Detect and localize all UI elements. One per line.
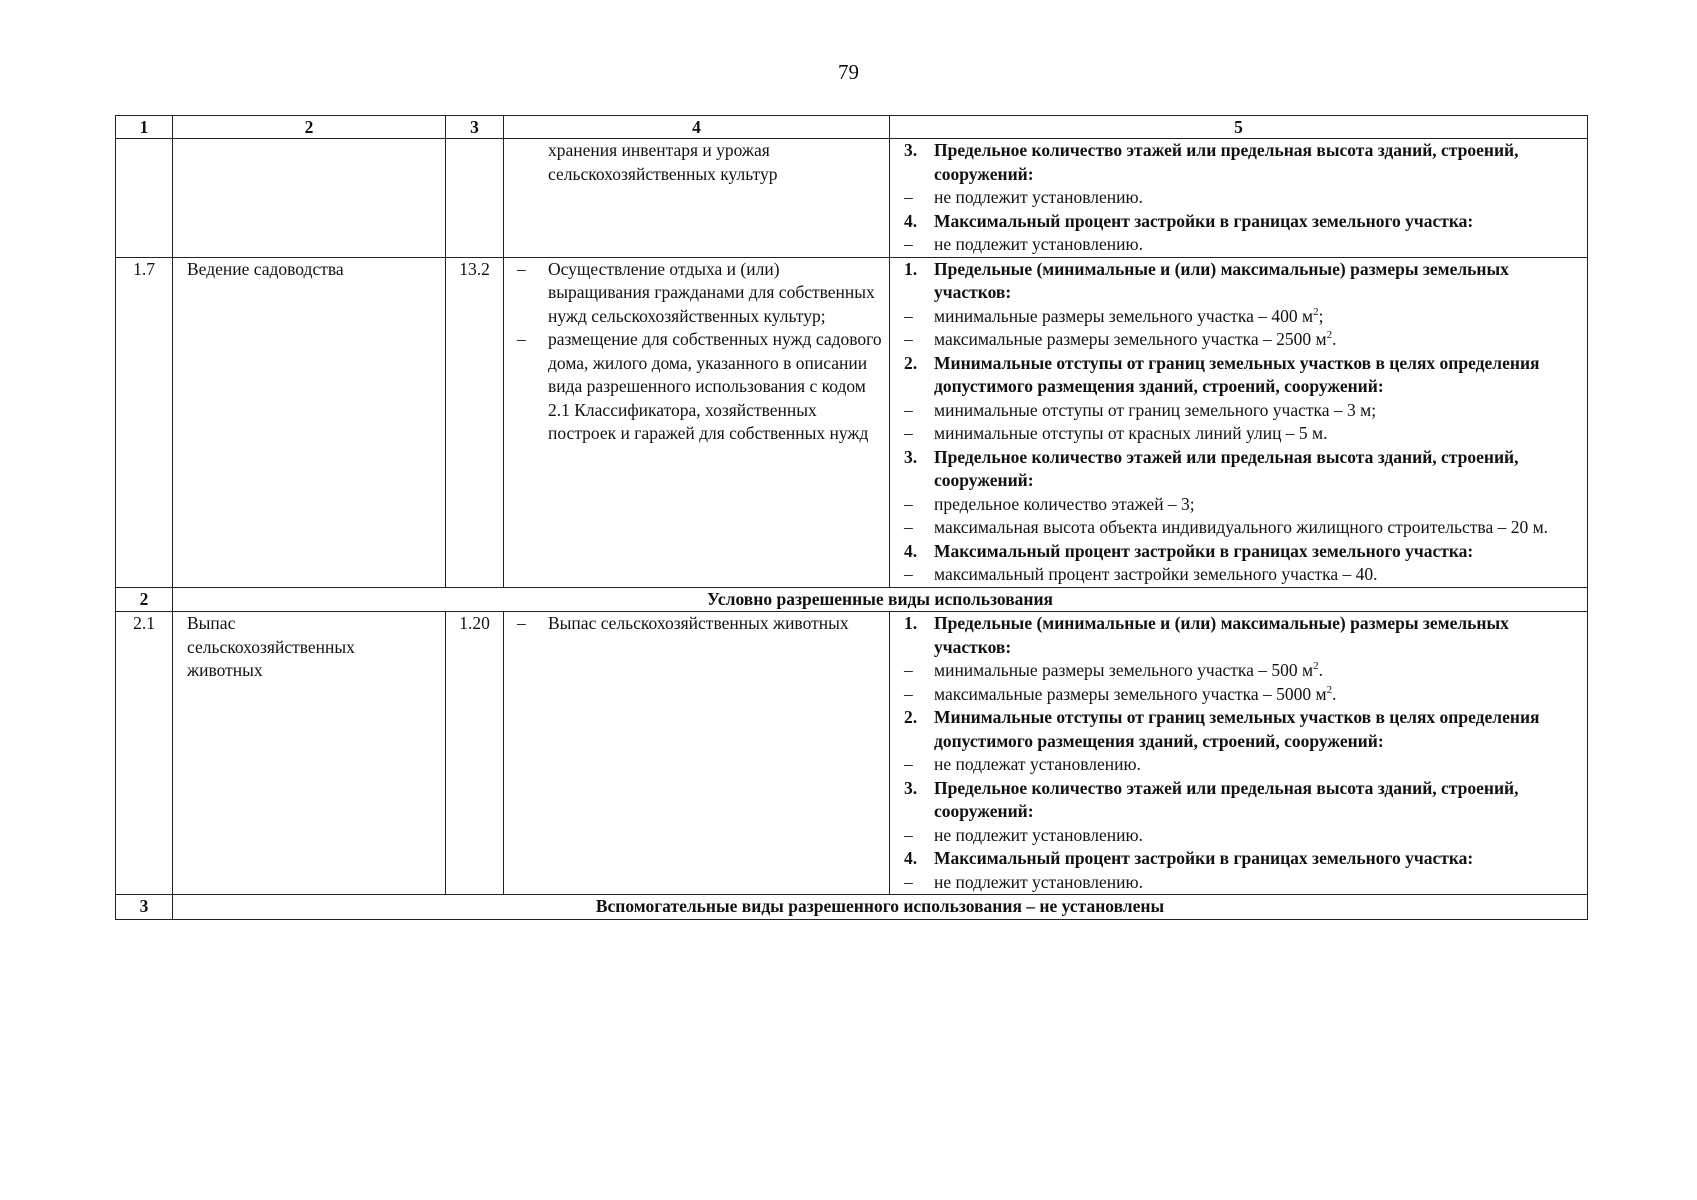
parameter-heading bbox=[896, 612, 1581, 659]
row-number: 1.7 bbox=[116, 257, 173, 587]
parameter-heading bbox=[896, 706, 1581, 753]
parameter-value bbox=[896, 659, 1581, 683]
dash-marker: – bbox=[904, 329, 913, 349]
cont-description-cell bbox=[504, 139, 890, 258]
parameter-value bbox=[896, 683, 1581, 707]
parameter-value-text: предельное количество этажей – 3; bbox=[934, 493, 1195, 514]
parameter-heading-text: Минимальные отступы от границ земельных участков в целях определения допустимого размещения зданий, строений, сооружений: bbox=[934, 707, 1540, 751]
parameter-heading bbox=[896, 777, 1581, 824]
parameter-value-text: максимальный процент застройки земельного участка – 40. bbox=[934, 564, 1378, 584]
row-description bbox=[504, 257, 890, 587]
parameter-value bbox=[896, 328, 1581, 352]
dash-marker: – bbox=[904, 754, 913, 774]
parameter-tail: . bbox=[1332, 683, 1337, 704]
description-item: – Выпас сельскохозяйственных животных bbox=[517, 613, 849, 633]
parameter-value bbox=[896, 753, 1581, 777]
header-col-4: 4 bbox=[504, 116, 890, 139]
header-row bbox=[116, 116, 1588, 139]
table-row-1-7 bbox=[116, 257, 1588, 587]
dash-marker: – bbox=[904, 824, 913, 845]
parameter-number: 2. bbox=[904, 707, 918, 727]
parameter-heading bbox=[896, 352, 1581, 399]
parameter-value bbox=[896, 516, 1581, 540]
parameter-value-text: не подлежит установлению. bbox=[934, 234, 1143, 254]
superscript: 2 bbox=[1326, 329, 1333, 342]
description-item: – Осуществление отдыха и (или) выращивания гражданами для собственных нужд сельскохозяйственных культур; bbox=[517, 258, 875, 326]
description-item: – размещение для собственных нужд садового дома, жилого дома, указанного в описании вида разрешенного использования с кодом 2.1 Классификатора, хозяйственных построек и гаражей для собственных нужд bbox=[517, 329, 882, 443]
parameter-tail: . bbox=[1332, 329, 1337, 349]
parameter-heading bbox=[896, 139, 1581, 186]
section-title: Вспомогательные виды разрешенного использования – не установлены bbox=[173, 895, 1588, 920]
parameter-heading-text: Максимальный процент застройки в границах земельного участка: bbox=[934, 210, 1474, 231]
parameter-heading bbox=[896, 258, 1581, 305]
parameter-heading-text: Минимальные отступы от границ земельных участков в целях определения допустимого размещения зданий, строений, сооружений: bbox=[934, 352, 1540, 396]
cont-code-cell bbox=[446, 139, 504, 258]
superscript: 2 bbox=[1313, 305, 1319, 318]
dash-marker: – bbox=[904, 871, 913, 892]
parameter-value-text: минимальные размеры земельного участка – 400 м bbox=[934, 305, 1314, 326]
parameter-number: 2. bbox=[904, 352, 918, 373]
dash-marker: – bbox=[904, 234, 913, 254]
row-name: Выпас сельскохозяйственных животных bbox=[173, 612, 446, 895]
section-number: 3 bbox=[116, 895, 173, 920]
row-description bbox=[504, 612, 890, 895]
parameter-heading bbox=[896, 446, 1581, 493]
parameter-number: 3. bbox=[904, 140, 918, 160]
parameter-tail: ; bbox=[1318, 305, 1324, 326]
header-col-2: 2 bbox=[173, 116, 446, 139]
description-item-text: Выпас сельскохозяйственных животных bbox=[548, 613, 849, 633]
regulations-table bbox=[115, 115, 1588, 920]
dash-marker: – bbox=[904, 493, 913, 514]
parameter-value bbox=[896, 493, 1581, 517]
row-number: 2.1 bbox=[116, 612, 173, 895]
row-parameters bbox=[890, 612, 1588, 895]
parameter-value bbox=[896, 563, 1581, 587]
description-item-text: размещение для собственных нужд садового дома, жилого дома, указанного в описании вида разрешенного использования с кодом 2.1 Классификатора, хозяйственных построек и гаражей для собственных нужд bbox=[548, 329, 882, 443]
parameter-number: 3. bbox=[904, 777, 918, 798]
row-code: 13.2 bbox=[446, 257, 504, 587]
superscript: 2 bbox=[1313, 660, 1319, 673]
parameter-value-text: не подлежит установлению. bbox=[934, 824, 1143, 845]
parameter-number: 3. bbox=[904, 446, 918, 467]
row-code: 1.20 bbox=[446, 612, 504, 895]
dash-marker: – bbox=[904, 423, 913, 443]
dash-marker: – bbox=[904, 399, 913, 420]
parameter-value-text: максимальные размеры земельного участка – 2500 м bbox=[934, 329, 1327, 349]
parameter-value-text: максимальные размеры земельного участка – 5000 м bbox=[934, 683, 1327, 704]
parameter-tail: . bbox=[1318, 660, 1323, 680]
table-row-2-1 bbox=[116, 612, 1588, 895]
parameter-value bbox=[896, 399, 1581, 423]
parameter-value-text: максимальная высота объекта индивидуального жилищного строительства – 20 м. bbox=[934, 517, 1549, 537]
parameter-value-text: минимальные размеры земельного участка – 500 м bbox=[934, 660, 1314, 680]
parameter-heading-text: Предельное количество этажей или предельная высота зданий, строений, сооружений: bbox=[934, 140, 1519, 184]
parameter-heading-text: Предельные (минимальные и (или) максимальные) размеры земельных участков: bbox=[934, 258, 1509, 302]
section-row-3 bbox=[116, 895, 1588, 920]
parameter-value-text: минимальные отступы от красных линий улиц – 5 м. bbox=[934, 423, 1328, 443]
parameter-number: 4. bbox=[904, 848, 918, 868]
parameter-number: 4. bbox=[904, 210, 918, 231]
dash-marker: – bbox=[904, 517, 913, 537]
cont-num-cell bbox=[116, 139, 173, 258]
description-item-text: Осуществление отдыха и (или) выращивания гражданами для собственных нужд сельскохозяйственных культур; bbox=[548, 258, 875, 326]
parameter-heading bbox=[896, 540, 1581, 564]
section-row-2 bbox=[116, 587, 1588, 612]
parameter-heading-text: Максимальный процент застройки в границах земельного участка: bbox=[934, 540, 1474, 561]
description-line: сельскохозяйственных культур bbox=[548, 163, 778, 184]
parameter-number: 1. bbox=[904, 613, 918, 633]
parameter-heading-text: Предельные (минимальные и (или) максимальные) размеры земельных участков: bbox=[934, 613, 1509, 657]
table-row-continuation bbox=[116, 139, 1588, 258]
dash-marker: – bbox=[904, 683, 913, 704]
parameter-heading-text: Максимальный процент застройки в границах земельного участка: bbox=[934, 848, 1474, 868]
page-number: 79 bbox=[838, 60, 859, 84]
dash-marker: – bbox=[904, 187, 913, 207]
header-col-1: 1 bbox=[116, 116, 173, 139]
parameter-heading bbox=[896, 847, 1581, 871]
superscript: 2 bbox=[1326, 683, 1333, 696]
cont-name-cell bbox=[173, 139, 446, 258]
header-col-3: 3 bbox=[446, 116, 504, 139]
description-line: хранения инвентаря и урожая bbox=[548, 140, 770, 160]
parameter-value-text: не подлежит установлению. bbox=[934, 187, 1143, 207]
parameter-value bbox=[896, 824, 1581, 848]
parameter-value bbox=[896, 871, 1581, 895]
dash-marker: – bbox=[904, 564, 913, 584]
parameter-number: 1. bbox=[904, 258, 918, 279]
parameter-value bbox=[896, 422, 1581, 446]
header-col-5: 5 bbox=[890, 116, 1588, 139]
dash-marker: – bbox=[904, 305, 913, 326]
parameter-value bbox=[896, 305, 1581, 329]
row-parameters bbox=[890, 257, 1588, 587]
parameter-heading-text: Предельное количество этажей или предельная высота зданий, строений, сооружений: bbox=[934, 446, 1519, 490]
parameter-value-text: минимальные отступы от границ земельного участка – 3 м; bbox=[934, 399, 1377, 420]
parameter-value-text: не подлежат установлению. bbox=[934, 754, 1141, 774]
parameter-heading-text: Предельное количество этажей или предельная высота зданий, строений, сооружений: bbox=[934, 777, 1519, 821]
cont-parameters-cell bbox=[890, 139, 1588, 258]
section-number: 2 bbox=[116, 587, 173, 612]
row-name: Ведение садоводства bbox=[173, 257, 446, 587]
parameter-value-text: не подлежит установлению. bbox=[934, 871, 1143, 892]
dash-marker: – bbox=[904, 660, 913, 680]
parameter-value bbox=[896, 233, 1581, 257]
parameter-value bbox=[896, 186, 1581, 210]
parameter-number: 4. bbox=[904, 540, 918, 561]
section-title: Условно разрешенные виды использования bbox=[173, 587, 1588, 612]
parameter-heading bbox=[896, 210, 1581, 234]
